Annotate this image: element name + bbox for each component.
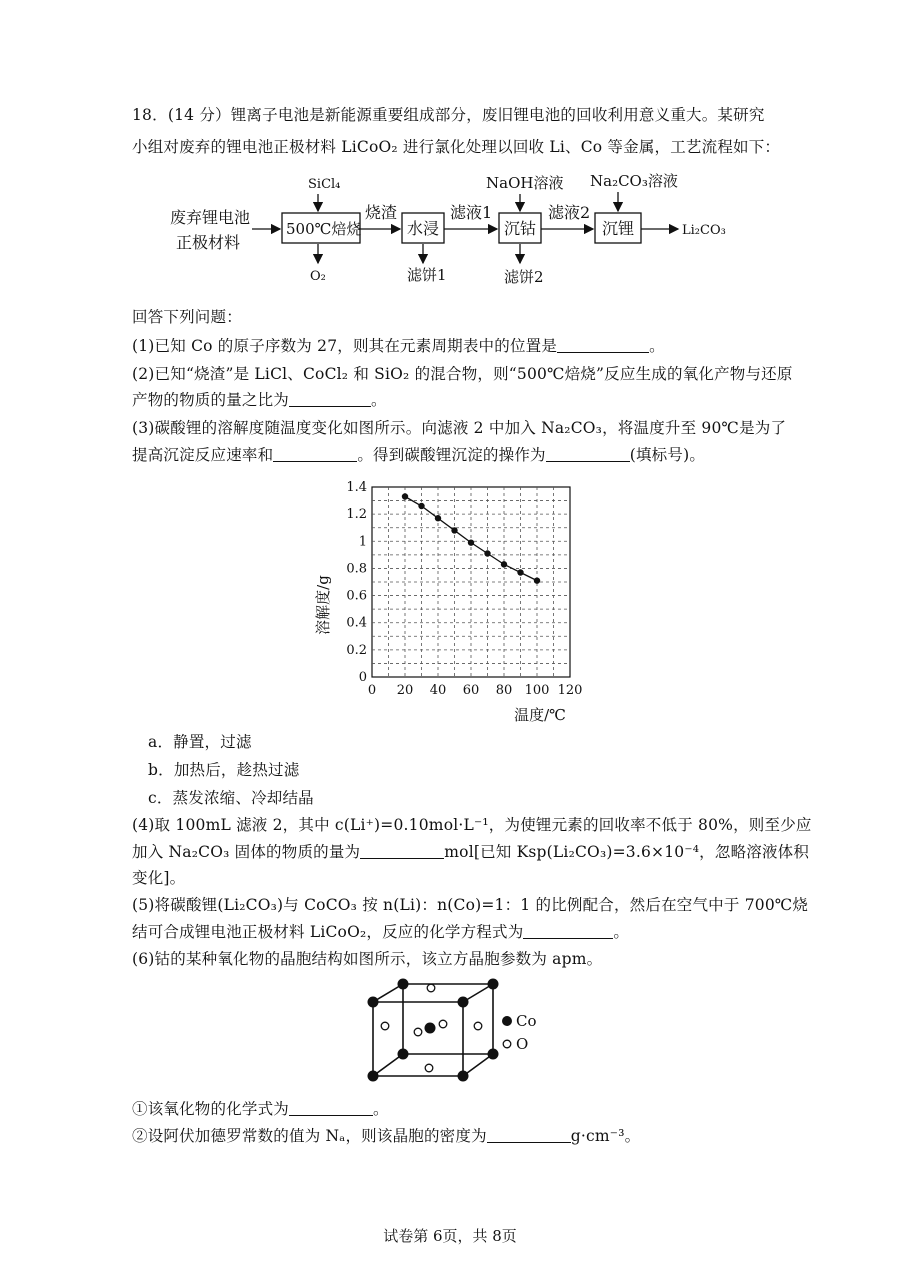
answer-blank-2[interactable] [289,392,371,407]
chart-x-tick-label: 100 [524,683,550,698]
chart-y-tick-label: 0.4 [346,615,367,631]
question-intro-line2: 小组对废弃的锂电池正极材料 LiCoO₂ 进行氯化处理以回收 Li、Co 等金属，工艺流程如下： [132,138,781,156]
answer-blank-5[interactable] [523,924,613,939]
question-5-line2: 结可合成锂电池正极材料 LiCoO₂，反应的化学方程式为 。 [132,923,630,941]
question-2-line1: (2)已知“烧渣”是 LiCl、CoCl₂ 和 SiO₂ 的混合物，则“500℃焙烧”反应生成的氧化产物与还原 [132,365,793,383]
flow-box-lithium-label: 沉锂 [602,219,635,238]
question-3-line1: (3)碳酸锂的溶解度随温度变化如图所示。向滤液 2 中加入 Na₂CO₃，将温度升至 90℃是为了 [132,419,787,437]
flow-out-cake2: 滤饼2 [504,268,544,286]
flow-out-cake1: 滤饼1 [407,266,447,284]
chart-data-point [402,493,408,499]
chart-y-tick-label: 0 [358,670,367,685]
question-2-line2: 产物的物质的量之比为 。 [132,391,387,409]
chart-y-tick-label: 1.2 [346,507,367,523]
question-5-line1: (5)将碳酸锂(Li₂CO₃)与 CoCO₃ 按 n(Li)：n(Co)=1：1 的比例配合，然后在空气中于 700℃烧 [132,896,809,914]
option-c: c．蒸发浓缩、冷却结晶 [148,789,314,807]
answer-blank-6-2[interactable] [487,1128,571,1143]
question-4-line3: 变化]。 [132,869,186,887]
answer-blank-4[interactable] [360,844,444,859]
chart-x-tick-label: 20 [396,683,414,698]
answer-blank-1[interactable] [557,338,649,353]
chart-x-tick-label: 120 [557,683,583,698]
flow-label-filtrate2: 滤液2 [548,203,591,222]
chart-x-tick-label: 80 [495,683,513,698]
flow-start-line2: 正极材料 [176,233,241,252]
solubility-series-line [405,497,537,581]
flow-box-leach-label: 水浸 [407,219,440,238]
chart-data-point [468,539,474,545]
question-4-line2: 加入 Na₂CO₃ 固体的物质的量为 mol[已知 Ksp(Li₂CO₃)=3.6×10⁻⁴，忽略溶液体积 [132,843,810,861]
chart-y-axis-label: 溶解度/g [314,575,332,635]
answer-blank-6-1[interactable] [289,1101,373,1116]
flow-reagent-naoh: NaOH溶液 [486,174,564,192]
answer-blank-3a[interactable] [273,447,357,462]
chart-data-point [484,550,490,556]
chart-y-tick-label: 0.6 [346,588,367,604]
flow-start-line1: 废弃锂电池 [170,208,251,227]
flow-reagent-na2co3: Na₂CO₃溶液 [590,172,678,190]
flow-out-o2: O₂ [310,269,326,284]
chart-y-tick-label: 1 [358,534,367,550]
question-6-1: ①该氧化物的化学式为 。 [132,1100,389,1118]
question-4-line1: (4)取 100mL 滤液 2，其中 c(Li⁺)=0.10mol·L⁻¹，为使锂元素的回收率不低于 80%，则至少应 [132,816,812,834]
legend-o-icon [503,1040,511,1048]
chart-x-tick-label: 0 [367,683,377,698]
answer-blank-3b[interactable] [546,447,630,462]
flow-product: Li₂CO₃ [682,223,726,238]
flow-label-slag: 烧渣 [365,203,398,222]
chart-y-tick-label: 1.4 [346,480,367,495]
chart-data-point [517,569,523,575]
flow-label-filtrate1: 滤液1 [450,203,493,222]
question-3-line2: 提高沉淀反应速率和 。得到碳酸锂沉淀的操作为 (填标号)。 [132,446,706,464]
chart-y-tick-label: 0.8 [346,561,367,577]
chart-x-tick-label: 60 [462,683,480,698]
legend-o-label: O [516,1035,529,1053]
option-a: a．静置，过滤 [148,733,252,751]
chart-data-point [501,561,507,567]
flow-reagent-sicl4: SiCl₄ [308,177,341,192]
page-footer: 试卷第 6页，共 8页 [383,1227,517,1245]
answer-prompt: 回答下列问题： [132,308,242,326]
option-b: b．加热后，趁热过滤 [148,761,300,779]
chart-data-point [435,515,441,521]
legend-co-label: Co [516,1012,537,1030]
chart-x-tick-label: 40 [429,683,447,698]
chart-data-point [418,503,424,509]
chart-data-point [534,577,540,583]
flow-box-roast-label: 500℃焙烧 [286,220,362,238]
chart-y-tick-label: 0.2 [346,642,367,658]
question-6: (6)钴的某种氧化物的晶胞结构如图所示，该立方晶胞参数为 apm。 [132,950,603,968]
flow-box-cobalt-label: 沉钴 [504,219,537,238]
solubility-chart [300,475,600,725]
chart-data-point [451,527,457,533]
question-6-2: ②设阿伏加德罗常数的值为 Nₐ，则该晶胞的密度为 g·cm⁻³。 [132,1127,641,1145]
process-flow-diagram [160,168,760,293]
question-intro-line1: 18．(14 分）锂离子电池是新能源重要组成部分，废旧锂电池的回收利用意义重大。某研究 [132,106,765,124]
chart-x-axis-label: 温度/℃ [514,706,566,724]
legend-co-icon [502,1016,512,1026]
question-1: (1)已知 Co 的原子序数为 27，则其在元素周期表中的位置是 。 [132,337,665,355]
crystal-cell-diagram [355,970,555,1090]
